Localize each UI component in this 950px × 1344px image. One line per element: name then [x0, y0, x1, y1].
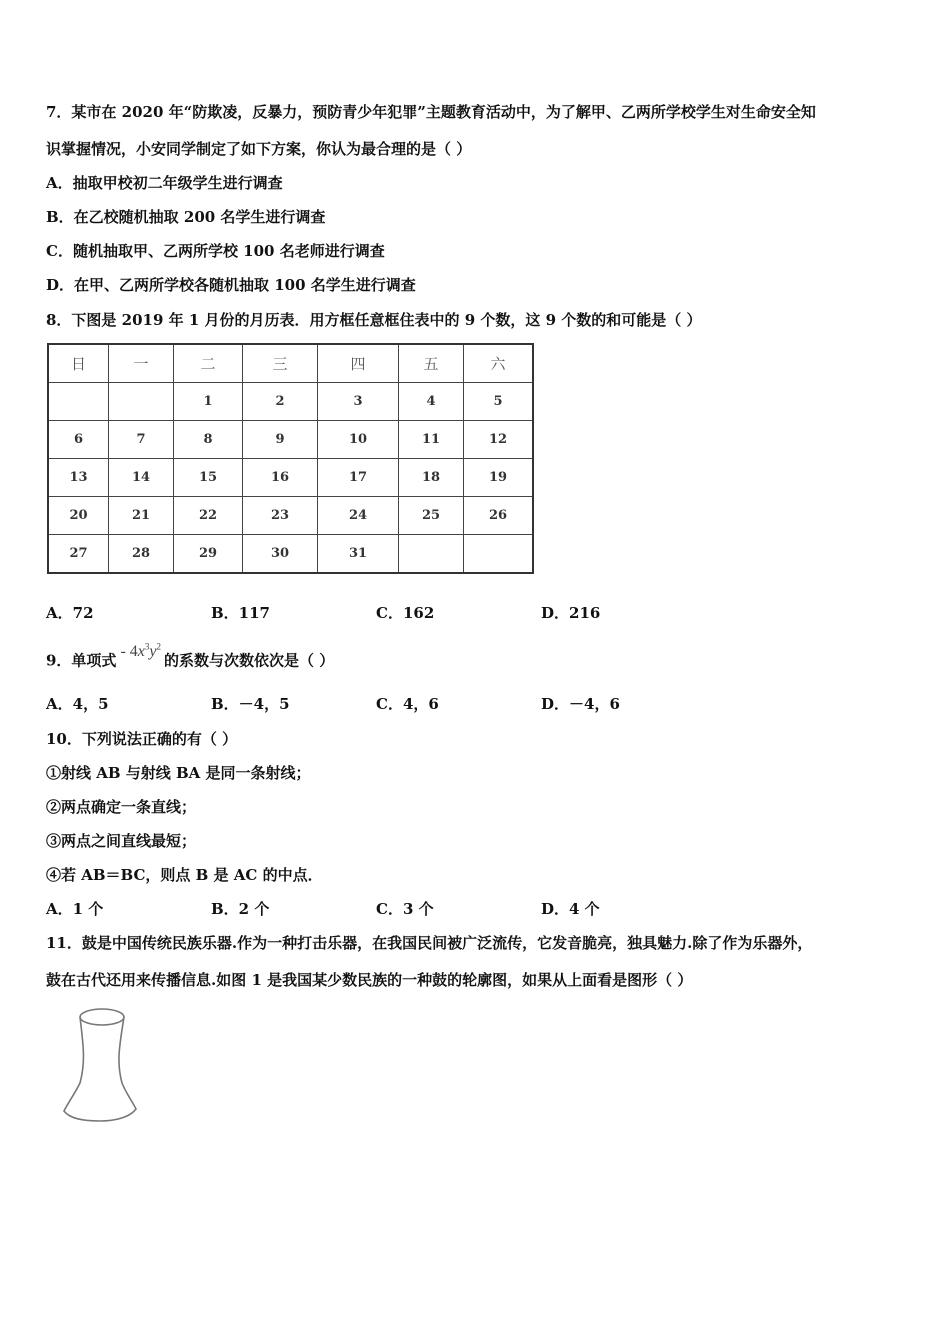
drum-outline-figure — [58, 1003, 144, 1127]
calendar-cell: 14 — [109, 459, 174, 497]
q11-stem-line2: 鼓在古代还用来传播信息.如图 1 是我国某少数民族的一种鼓的轮廓图，如果从上面看是图形（ ） — [46, 971, 693, 989]
drum-top-rim — [80, 1009, 124, 1025]
calendar-cell: 24 — [318, 497, 399, 535]
calendar-cell: 18 — [399, 459, 464, 497]
q7-option-c: C．随机抽取甲、乙两所学校 100 名老师进行调查 — [46, 242, 385, 260]
q10-option-a: A．1 个 — [46, 900, 104, 918]
calendar-cell — [48, 383, 109, 421]
q9-prefix: 9．单项式 — [46, 651, 117, 670]
calendar-cell: 26 — [464, 497, 534, 535]
drum-body-outline — [64, 1017, 136, 1121]
q7-option-a: A．抽取甲校初二年级学生进行调查 — [46, 174, 283, 192]
calendar-cell: 30 — [243, 535, 318, 574]
calendar-header-row — [48, 344, 533, 383]
calendar-cell: 5 — [464, 383, 534, 421]
q9-option-c: C．4，6 — [376, 695, 439, 713]
calendar-header-cell: 二 — [174, 344, 243, 383]
calendar-header-cell: 一 — [109, 344, 174, 383]
q10-statement-3: ③两点之间直线最短； — [46, 832, 197, 850]
calendar-cell: 23 — [243, 497, 318, 535]
q10-option-d: D．4 个 — [541, 900, 600, 918]
q8-option-c: C．162 — [376, 604, 435, 622]
q9-option-a: A．4，5 — [46, 695, 109, 713]
calendar-header-cell: 日 — [48, 344, 109, 383]
calendar-cell: 7 — [109, 421, 174, 459]
q8-option-a: A．72 — [46, 604, 94, 622]
q7-option-d: D．在甲、乙两所学校各随机抽取 100 名学生进行调查 — [46, 276, 416, 294]
math-exp-y: 2 — [156, 642, 161, 652]
calendar-cell: 19 — [464, 459, 534, 497]
calendar-row — [48, 535, 533, 574]
calendar-cell: 27 — [48, 535, 109, 574]
q7-option-b: B．在乙校随机抽取 200 名学生进行调查 — [46, 208, 326, 226]
q11-stem-line1: 11．鼓是中国传统民族乐器.作为一种打击乐器，在我国民间被广泛流传，它发音脆亮，独具魅力.除了作为乐器外， — [46, 934, 813, 952]
calendar-cell — [109, 383, 174, 421]
math-exp-x: 3 — [144, 642, 150, 652]
calendar-cell: 4 — [399, 383, 464, 421]
math-var-y: y — [149, 643, 157, 661]
calendar-cell: 29 — [174, 535, 243, 574]
calendar-cell: 6 — [48, 421, 109, 459]
q10-statement-4: ④若 AB＝BC，则点 B 是 AC 的中点． — [46, 866, 323, 884]
q10-statement-1: ①射线 AB 与射线 BA 是同一条射线； — [46, 764, 311, 782]
q8-option-b: B．117 — [211, 604, 270, 622]
q8-option-d: D．216 — [541, 604, 601, 622]
calendar-cell: 15 — [174, 459, 243, 497]
calendar-cell — [399, 535, 464, 574]
calendar-cell: 12 — [464, 421, 534, 459]
calendar-header-cell: 六 — [464, 344, 534, 383]
calendar-cell: 10 — [318, 421, 399, 459]
calendar-cell: 2 — [243, 383, 318, 421]
calendar-row — [48, 383, 533, 421]
q8-stem: 8．下图是 2019 年 1 月份的月历表．用方框任意框住表中的 9 个数，这 9 个数的和可能是（ ） — [46, 311, 702, 329]
calendar-header-cell: 三 — [243, 344, 318, 383]
calendar-cell: 16 — [243, 459, 318, 497]
calendar-header-cell: 四 — [318, 344, 399, 383]
q10-option-c: C．3 个 — [376, 900, 434, 918]
calendar-cell: 31 — [318, 535, 399, 574]
q9-stem — [46, 642, 335, 671]
q9-option-b: B．－4，5 — [211, 695, 290, 713]
math-sign: - — [120, 643, 126, 661]
q10-statement-2: ②两点确定一条直线； — [46, 798, 197, 816]
calendar-cell: 13 — [48, 459, 109, 497]
calendar-cell: 28 — [109, 535, 174, 574]
monomial-expression — [120, 643, 161, 660]
calendar-cell: 21 — [109, 497, 174, 535]
math-var-x: x — [137, 643, 145, 661]
calendar-cell: 3 — [318, 383, 399, 421]
calendar-cell — [464, 535, 534, 574]
q9-suffix: 的系数与次数依次是（ ） — [163, 651, 335, 670]
calendar-cell: 8 — [174, 421, 243, 459]
calendar-cell: 1 — [174, 383, 243, 421]
calendar-header-cell: 五 — [399, 344, 464, 383]
calendar-cell: 11 — [399, 421, 464, 459]
calendar-cell: 22 — [174, 497, 243, 535]
q7-stem-line2: 识掌握情况，小安同学制定了如下方案，你认为最合理的是（ ） — [46, 140, 472, 158]
calendar-cell: 17 — [318, 459, 399, 497]
calendar-row — [48, 421, 533, 459]
q10-stem: 10．下列说法正确的有（ ） — [46, 730, 238, 748]
calendar-row — [48, 497, 533, 535]
math-coefficient: 4 — [129, 643, 138, 661]
calendar-cell: 9 — [243, 421, 318, 459]
q7-stem-line1: 7．某市在 2020 年“防欺凌，反暴力，预防青少年犯罪”主题教育活动中，为了解甲、乙两所学校学生对生命安全知 — [46, 103, 816, 121]
calendar-cell: 25 — [399, 497, 464, 535]
calendar-cell: 20 — [48, 497, 109, 535]
calendar-row — [48, 459, 533, 497]
calendar-table — [47, 343, 534, 574]
q9-option-d: D．－4，6 — [541, 695, 620, 713]
q10-option-b: B．2 个 — [211, 900, 270, 918]
